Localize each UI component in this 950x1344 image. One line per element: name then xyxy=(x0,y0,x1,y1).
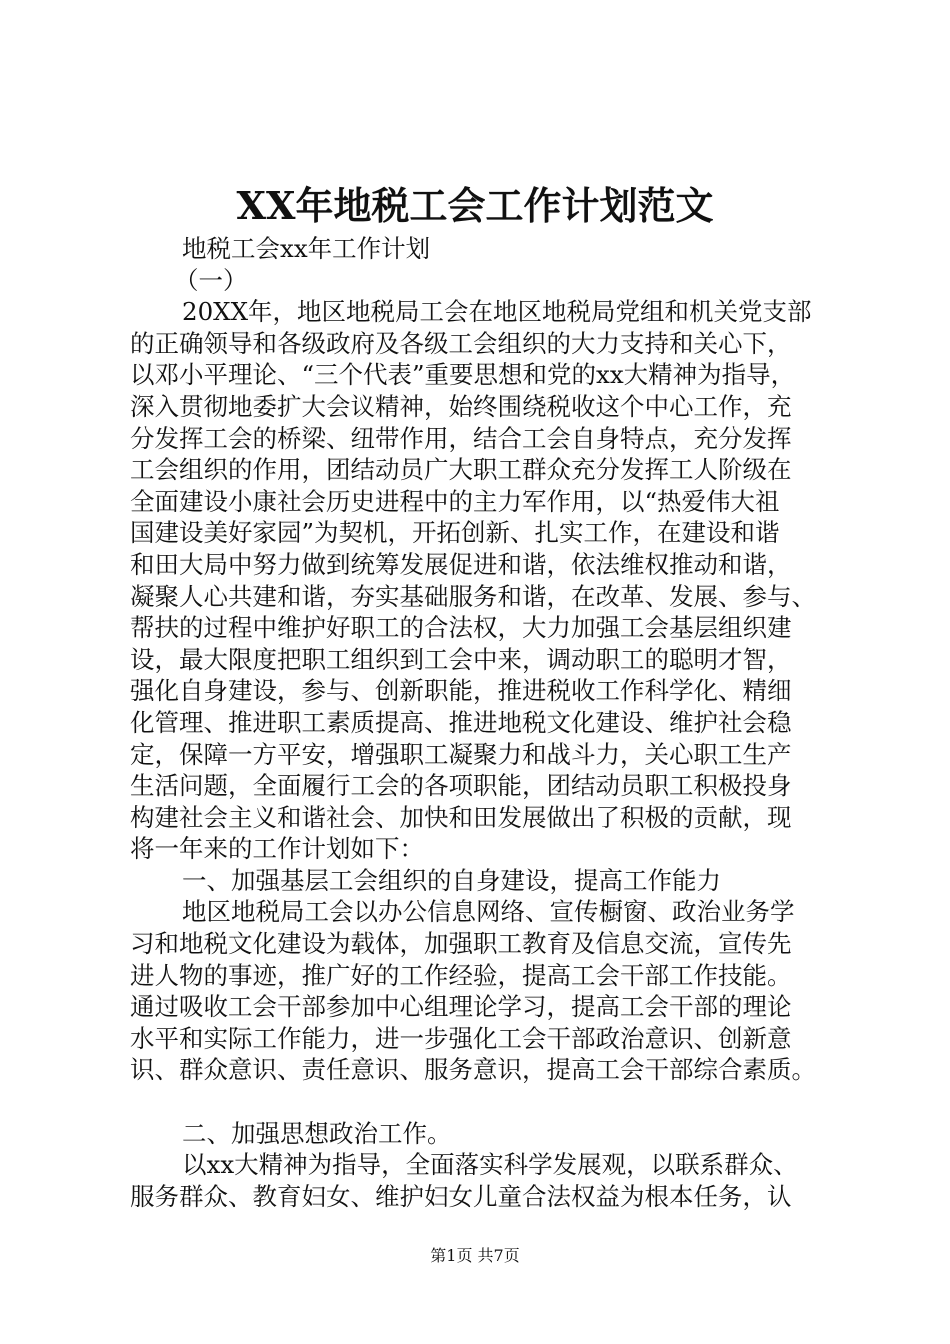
paragraph-line: 分发挥工会的桥梁、纽带作用，结合工会自身特点，充分发挥 xyxy=(130,423,792,453)
paragraph-line: 全面建设小康社会历史进程中的主力军作用，以“热爱伟大祖 xyxy=(130,486,780,516)
paragraph-line: 工会组织的作用，团结动员广大职工群众充分发挥工人阶级在 xyxy=(130,455,792,485)
paragraph-line: 服务群众、教育妇女、维护妇女儿童合法权益为根本任务，认 xyxy=(130,1181,792,1211)
paragraph-line: 将一年来的工作计划如下： xyxy=(130,834,424,864)
page-number-footer: 第1页 共7页 xyxy=(430,1246,520,1265)
paragraph-line: 进人物的事迹，推广好的工作经验，提高工会干部工作技能。 xyxy=(130,960,792,990)
paragraph-line: 帮扶的过程中维护好职工的合法权，大力加强工会基层组织建 xyxy=(130,613,792,643)
paragraph-line: 习和地税文化建设为载体，加强职工教育及信息交流，宣传先 xyxy=(130,929,792,959)
paragraph-line: 以xx大精神为指导，全面落实科学发展观，以联系群众、 xyxy=(182,1150,798,1180)
blank-line xyxy=(130,1086,830,1118)
paragraph-line: 识、群众意识、责任意识、服务意识，提高工会干部综合素质。 xyxy=(130,1055,816,1085)
paragraph-line: 国建设美好家园”为契机，开拓创新、扎实工作，在建设和谐 xyxy=(130,518,780,548)
paragraph-line: 的正确领导和各级政府及各级工会组织的大力支持和关心下， xyxy=(130,328,792,358)
paragraph-line: 地区地税局工会以办公信息网络、宣传橱窗、政治业务学 xyxy=(182,897,795,927)
paragraph-line: 凝聚人心共建和谐，夯实基础服务和谐，在改革、发展、参与、 xyxy=(130,581,816,611)
paragraph-line: 设，最大限度把职工组织到工会中来，调动职工的聪明才智， xyxy=(130,644,792,674)
section-heading: 一、加强基层工会组织的自身建设，提高工作能力 xyxy=(182,865,721,895)
document-title: XX年地税工会工作计划范文 xyxy=(236,183,714,228)
section-number-line: （一） xyxy=(174,265,248,295)
section-heading: 二、加强思想政治工作。 xyxy=(182,1118,452,1148)
paragraph-line: 20XX年，地区地税局工会在地区地税局党组和机关党支部 xyxy=(182,297,812,327)
paragraph-line: 水平和实际工作能力，进一步强化工会干部政治意识、创新意 xyxy=(130,1023,792,1053)
paragraph-line: 构建社会主义和谐社会、加快和田发展做出了积极的贡献，现 xyxy=(130,802,792,832)
paragraph-line: 生活问题，全面履行工会的各项职能，团结动员职工积极投身 xyxy=(130,771,792,801)
paragraph-line: 以邓小平理论、“三个代表”重要思想和党的xx大精神为指导， xyxy=(130,360,796,390)
paragraph-line: 化管理、推进职工素质提高、推进地税文化建设、维护社会稳 xyxy=(130,707,792,737)
document-body xyxy=(130,233,830,1212)
paragraph-line: 深入贯彻地委扩大会议精神，始终围绕税收这个中心工作，充 xyxy=(130,391,792,421)
paragraph-line: 强化自身建设，参与、创新职能，推进税收工作科学化、精细 xyxy=(130,676,792,706)
paragraph-line: 通过吸收工会干部参加中心组理论学习，提高工会干部的理论 xyxy=(130,992,792,1022)
paragraph-line: 和田大局中努力做到统筹发展促进和谐，依法维权推动和谐， xyxy=(130,549,792,579)
paragraph-line: 定，保障一方平安，增强职工凝聚力和战斗力，关心职工生产 xyxy=(130,739,792,769)
subtitle-line: 地税工会xx年工作计划 xyxy=(182,234,431,263)
